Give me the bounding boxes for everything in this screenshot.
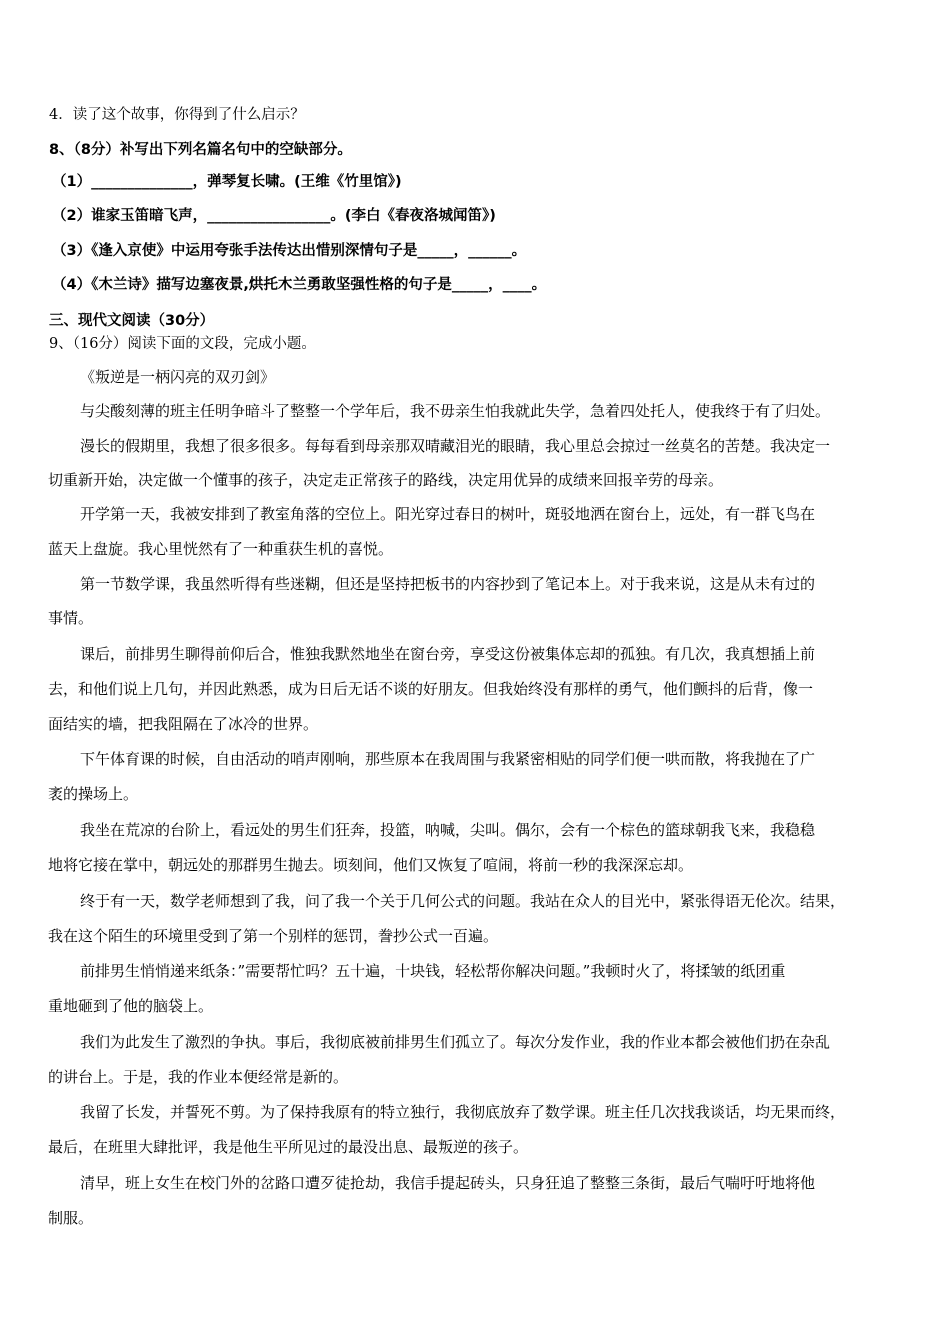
passage-line: 前排男生悄悄递来纸条：”需要帮忙吗？五十遍，十块钱，轻松帮你解决问题。”我顿时火了，将揉皱的纸团重 — [80, 962, 786, 980]
passage-line: 课后，前排男生聊得前仰后合，惟独我默然地坐在窗台旁，享受这份被集体忘却的孤独。有几次，我真想插上前 — [80, 645, 816, 663]
question-4: 4．读了这个故事，你得到了什么启示？ — [49, 107, 305, 123]
passage-line: 漫长的假期里，我想了很多很多。每每看到母亲那双晴藏泪光的眼睛，我心里总会掠过一丝莫名的苦楚。我决定一 — [80, 437, 831, 455]
passage-line: 我留了长发，并誓死不剪。为了保持我原有的特立独行，我彻底放弃了数学课。班主任几次找我谈话，均无果而终， — [80, 1103, 846, 1121]
passage-line: 最后，在班里大肆批评，我是他生平所见过的最没出息、最叛逆的孩子。 — [48, 1138, 529, 1156]
passage-line: 制服。 — [48, 1209, 94, 1227]
passage-line: 与尖酸刻薄的班主任明争暗斗了整整一个学年后，我不毋亲生怕我就此失学，急着四处托人，使我终于有了归处。 — [80, 402, 831, 420]
question-8-item-1: （1）______________，弹琴复长啸。(王维《竹里馆》) — [52, 174, 402, 190]
passage-line: 地将它接在掌中，朝远处的那群男生抛去。顷刻间，他们又恢复了喧闹，将前一秒的我深深忘却。 — [48, 856, 694, 874]
passage-line: 面结实的墙，把我阻隔在了冰冷的世界。 — [48, 715, 319, 733]
passage-line: 我在这个陌生的环境里受到了第一个别样的惩罚，誊抄公式一百遍。 — [48, 927, 499, 945]
question-8-prompt: 8、（8分）补写出下列名篇名句中的空缺部分。 — [49, 142, 352, 158]
passage-line: 我们为此发生了激烈的争执。事后，我彻底被前排男生们孤立了。每次分发作业，我的作业本都会被他们扔在杂乱 — [80, 1033, 831, 1051]
passage-line: 蓝天上盘旋。我心里恍然有了一种重获生机的喜悦。 — [48, 540, 394, 558]
passage-line: 事情。 — [48, 609, 94, 627]
question-8-item-3: （3）《逢入京使》中运用夸张手法传达出惜别深情句子是_____，______。 — [52, 243, 527, 259]
passage-line: 终于有一天，数学老师想到了我，问了我一个关于几何公式的问题。我站在众人的目光中，紧张得语无伦次。结果， — [80, 892, 846, 910]
passage-line: 切重新开始，决定做一个懂事的孩子，决定走正常孩子的路线，决定用优异的成绩来回报辛劳的母亲。 — [48, 471, 724, 489]
passage-line: 清早，班上女生在校门外的岔路口遭歹徒抢劫，我信手提起砖头，只身狂追了整整三条街，最后气喘吁吁地将他 — [80, 1174, 816, 1192]
passage-line: 去，和他们说上几句，并因此熟悉，成为日后无话不谈的好朋友。但我始终没有那样的勇气，他们颤抖的后背，像一 — [48, 680, 814, 698]
passage-line: 重地砸到了他的脑袋上。 — [48, 997, 214, 1015]
passage-line: 我坐在荒凉的台阶上，看远处的男生们狂奔，投篮，呐喊，尖叫。偶尔，会有一个棕色的篮球朝我飞来，我稳稳 — [80, 821, 816, 839]
section-heading: 三、现代文阅读（30分） — [49, 313, 215, 329]
passage-line: 袤的操场上。 — [48, 785, 139, 803]
question-8-item-2: （2）谁家玉笛暗飞声，_________________。(李白《春夜洛城闻笛》) — [52, 208, 496, 224]
passage-line: 第一节数学课，我虽然听得有些迷糊，但还是坚持把板书的内容抄到了笔记本上。对于我来说，这是从未有过的 — [80, 575, 816, 593]
question-8-item-4: （4）《木兰诗》描写边塞夜景,烘托木兰勇敢坚强性格的句子是_____，____。 — [52, 277, 547, 293]
passage-line: 的讲台上。于是，我的作业本便经常是新的。 — [48, 1068, 349, 1086]
passage-line: 开学第一天，我被安排到了教室角落的空位上。阳光穿过春日的树叶，斑驳地洒在窗台上，远处，有一群飞鸟在 — [80, 505, 816, 523]
question-9-prompt: 9、（16分）阅读下面的文段，完成小题。 — [49, 336, 316, 352]
passage-line: 下午体育课的时候，自由活动的哨声刚响，那些原本在我周围与我紧密相贴的同学们便一哄而散，将我抛在了广 — [80, 750, 816, 768]
passage-title: 《叛逆是一柄闪亮的双刃剑》 — [80, 368, 276, 386]
